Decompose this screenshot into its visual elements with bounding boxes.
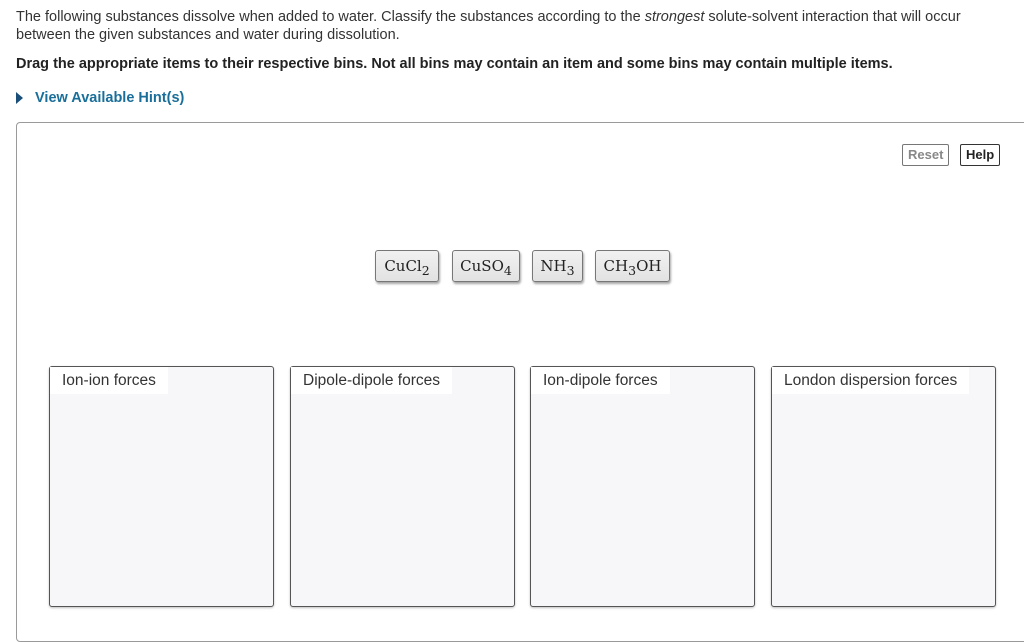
bin-label: Ion-ion forces <box>50 367 168 394</box>
draggable-item-nh3[interactable] <box>532 250 583 282</box>
formula-text: NH <box>540 257 567 275</box>
draggable-item-cucl2[interactable] <box>375 250 439 282</box>
formula-text: CuCl <box>384 257 422 275</box>
draggable-item-cuso4[interactable] <box>452 250 520 282</box>
formula-subscript: 3 <box>628 263 637 278</box>
formula-subscript: 2 <box>421 263 430 278</box>
formula-text: OH <box>636 257 662 275</box>
bin-ion-dipole[interactable] <box>530 366 755 607</box>
formula-subscript: 3 <box>566 263 575 278</box>
bin-label: Ion-dipole forces <box>531 367 670 394</box>
bin-ion-ion[interactable] <box>49 366 274 607</box>
view-hints-label: View Available Hint(s) <box>35 90 185 106</box>
formula-text: CH <box>603 257 629 275</box>
bin-dipole-dipole[interactable] <box>290 366 515 607</box>
reset-button[interactable]: Reset <box>902 144 949 166</box>
draggable-item-ch3oh[interactable] <box>595 250 670 282</box>
bin-london-dispersion[interactable] <box>771 366 996 607</box>
instruction-text: Drag the appropriate items to their respective bins. Not all bins may contain an item and some bins may contain multiple items. <box>16 56 893 72</box>
question-intro <box>16 8 1006 44</box>
formula-text: CuSO <box>460 257 504 275</box>
intro-text-emphasis: strongest <box>644 9 705 25</box>
view-hints-link[interactable] <box>16 90 184 106</box>
caret-right-icon <box>16 92 23 104</box>
bin-label: Dipole-dipole forces <box>291 367 452 394</box>
bin-label: London dispersion forces <box>772 367 969 394</box>
help-button[interactable]: Help <box>960 144 1000 166</box>
intro-text-part1: The following substances dissolve when added to water. Classify the substances according to the <box>16 9 645 25</box>
formula-subscript: 4 <box>503 263 512 278</box>
intro-text-part2: solute-solvent interaction that will occur between the given substances and water during dissolution. <box>16 9 961 43</box>
